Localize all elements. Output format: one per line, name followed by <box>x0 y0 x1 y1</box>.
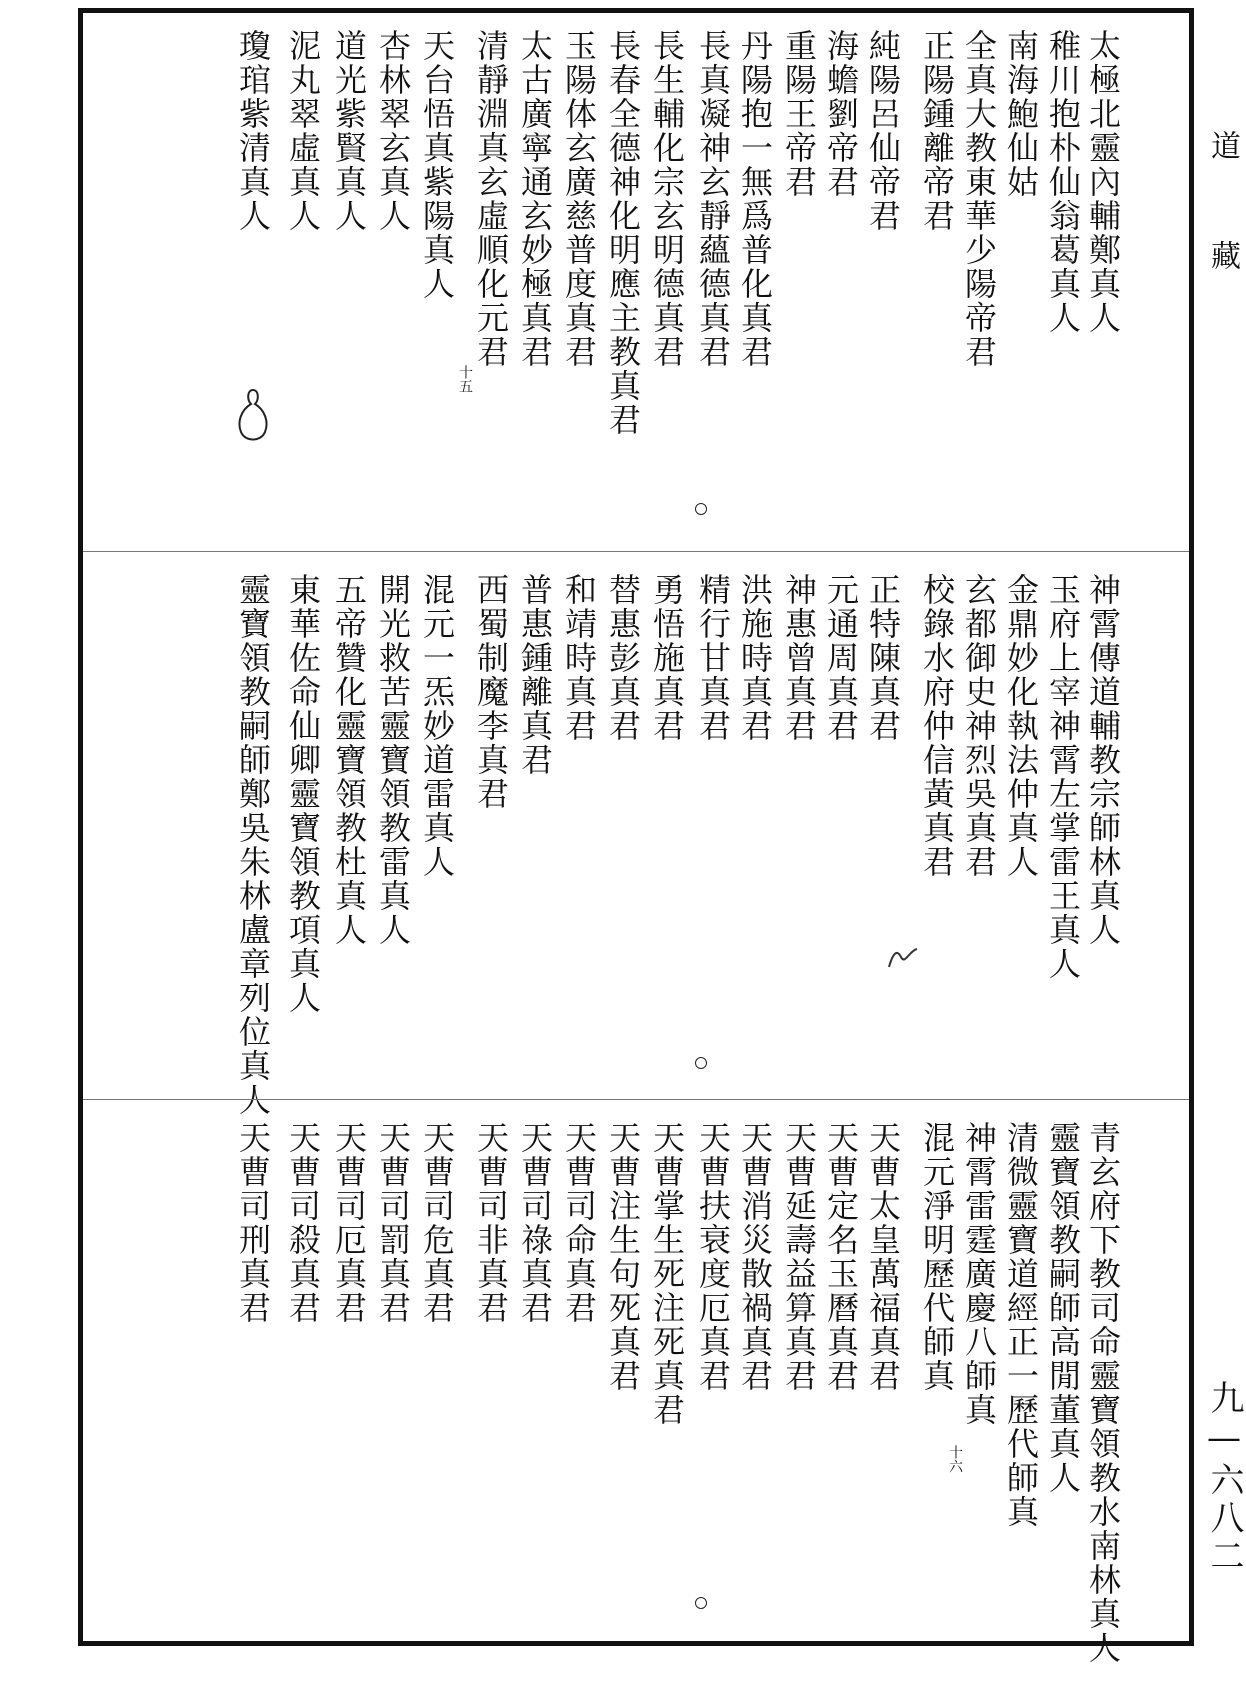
text-column: 神惠曾真君 <box>780 573 818 743</box>
text-column: 開光救苦靈寶領教雷真人 <box>374 573 412 947</box>
text-column: 東華佐命仙卿靈寶領教項真人 <box>284 573 322 1015</box>
text-column: 普惠鍾離真君 <box>516 573 554 777</box>
panel-upper <box>83 13 1189 551</box>
text-column: 天台悟真紫陽真人 <box>418 29 456 301</box>
text-column: 南海鮑仙姑 <box>1002 29 1040 199</box>
text-column: 長生輔化宗玄明德真君 <box>648 29 686 369</box>
text-column: 天曹司殺真君 <box>284 1121 322 1325</box>
text-column: 清靜淵真玄虛順化元君 <box>472 29 510 369</box>
text-column: 混元淨明歷代師真 <box>918 1121 956 1393</box>
text-column: 正特陳真君 <box>864 573 902 743</box>
text-column: 玉府上宰神霄左掌雷王真人 <box>1044 573 1082 981</box>
page-frame <box>78 8 1194 1665</box>
text-column: 海蟾劉帝君 <box>822 29 860 199</box>
folio-number: 十五 <box>457 365 473 393</box>
text-column: 瓊琯紫清真人 <box>234 29 272 233</box>
text-column: 校錄水府仲信黃真君 <box>918 573 956 879</box>
text-column: 稚川抱朴仙翁葛真人 <box>1044 29 1082 335</box>
text-column: 丹陽抱一無爲普化真君 <box>736 29 774 369</box>
binding-circle-mark <box>695 1597 707 1609</box>
text-column: 神霄雷霆廣慶八師真 <box>960 1121 998 1427</box>
text-column: 靈寶領教嗣師鄭吳朱林盧章列位真人 <box>234 573 272 1117</box>
text-column: 重陽王帝君 <box>780 29 818 199</box>
text-column: 純陽呂仙帝君 <box>864 29 902 233</box>
text-column: 天曹司罰真君 <box>374 1121 412 1325</box>
text-column: 泥丸翠虛真人 <box>284 29 322 233</box>
text-column: 天曹司非真君 <box>472 1121 510 1325</box>
text-column: 長春全德神化明應主教真君 <box>604 29 642 437</box>
text-column: 青玄府下教司命靈寶領教水南林真人 <box>1084 1121 1122 1665</box>
text-column: 天曹司祿真君 <box>516 1121 554 1325</box>
text-column: 天曹太皇萬福真君 <box>864 1121 902 1393</box>
text-column: 道光紫賢真人 <box>330 29 368 233</box>
panel-lower <box>83 1099 1189 1665</box>
text-column: 天曹司命真君 <box>560 1121 598 1325</box>
text-column: 神霄傳道輔教宗師林真人 <box>1084 573 1122 947</box>
panel-middle <box>83 551 1189 1117</box>
text-column: 精行甘真君 <box>694 573 732 743</box>
folio-number: 十六 <box>947 1445 963 1473</box>
binding-circle-mark <box>695 1057 707 1069</box>
text-column: 玄都御史神烈吳真君 <box>960 573 998 879</box>
margin-title-char: 藏 <box>1205 240 1240 270</box>
text-column: 替惠彭真君 <box>604 573 642 743</box>
margin-title-char: 道 <box>1205 130 1240 160</box>
handwritten-mark-icon <box>883 943 923 973</box>
text-column: 靈寶領教嗣師高閒董真人 <box>1044 1121 1082 1495</box>
text-column: 天曹注生句死真君 <box>604 1121 642 1393</box>
text-column: 正陽鍾離帝君 <box>918 29 956 233</box>
text-column: 天曹延壽益算真君 <box>780 1121 818 1393</box>
text-column: 天曹司厄真君 <box>330 1121 368 1325</box>
text-column: 天曹扶衰度厄真君 <box>694 1121 732 1393</box>
text-column: 混元一炁妙道雷真人 <box>418 573 456 879</box>
text-column: 五帝贊化靈寶領教杜真人 <box>330 573 368 947</box>
text-column: 元通周真君 <box>822 573 860 743</box>
text-column: 長真凝神玄靜蘊德真君 <box>694 29 732 369</box>
text-column: 天曹消災散禍真君 <box>736 1121 774 1393</box>
text-column: 洪施時真君 <box>736 573 774 743</box>
text-column: 西蜀制魔李真君 <box>472 573 510 811</box>
text-column: 和靖時真君 <box>560 573 598 743</box>
text-column: 天曹司刑真君 <box>234 1121 272 1325</box>
text-column: 太古廣寧通玄妙極真君 <box>516 29 554 369</box>
text-column: 天曹司危真君 <box>418 1121 456 1325</box>
text-column: 全真大教東華少陽帝君 <box>960 29 998 369</box>
gourd-icon <box>233 386 273 446</box>
text-column: 天曹掌生死注死真君 <box>648 1121 686 1427</box>
binding-circle-mark <box>695 503 707 515</box>
text-column: 玉陽体玄廣慈普度真君 <box>560 29 598 369</box>
text-column: 天曹定名玉曆真君 <box>822 1121 860 1393</box>
page-number: 九—六八二 <box>1204 1380 1244 1576</box>
text-column: 杏林翠玄真人 <box>374 29 412 233</box>
text-column: 太極北靈內輔鄭真人 <box>1084 29 1122 335</box>
text-column: 清微靈寶道經正一歷代師真 <box>1002 1121 1040 1529</box>
text-column: 金鼎妙化執法仲真人 <box>1002 573 1040 879</box>
text-column: 勇悟施真君 <box>648 573 686 743</box>
